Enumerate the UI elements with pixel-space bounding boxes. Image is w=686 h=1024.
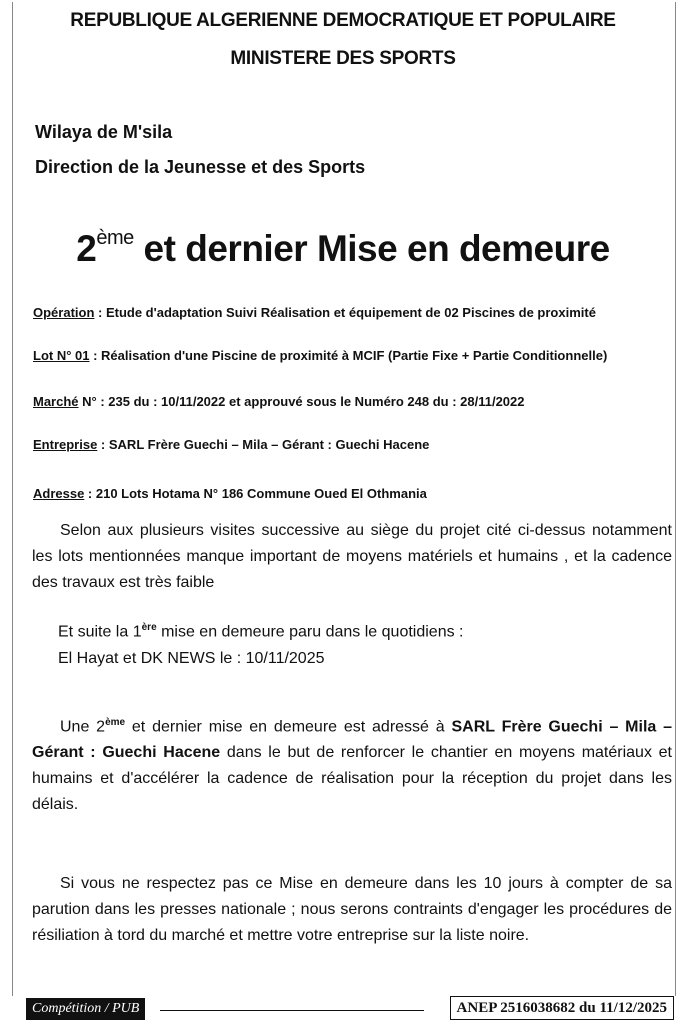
field-lot-value: : Réalisation d'une Piscine de proximité à MCIF (Partie Fixe + Partie Conditionnelle) (89, 348, 608, 363)
field-operation-label: Opération (33, 305, 95, 320)
title-ordinal-suffix: ème (96, 226, 134, 249)
body-paragraph-1-text: Selon aux plusieurs visites successive au siège du projet cité ci-dessus notamment les lots mentionnées manque important de moyens matériels et humains , et la cadence des travaux est très faible (32, 522, 672, 591)
p2-text-b: et dernier mise en demeure est adressé à (125, 718, 452, 736)
header-ministry: MINISTERE DES SPORTS (230, 48, 456, 69)
field-marche (33, 394, 525, 409)
footer-rule (160, 1010, 424, 1011)
field-adresse-value: : 210 Lots Hotama N° 186 Commune Oued El Othmania (84, 486, 427, 501)
footer-reference: ANEP 2516038682 du 11/12/2025 (450, 996, 674, 1020)
field-operation-value: : Etude d'adaptation Suivi Réalisation et équipement de 02 Piscines de proximité (94, 305, 596, 320)
field-marche-label: Marché (33, 394, 79, 409)
p3-text: Si vous ne respectez pas ce Mise en demeure dans les 10 jours à compter de sa parution dans les presses nationale ; nous serons contraints d'engager les procédures de résiliation à tord du marché et mettre votre entreprise sur la liste noire. (32, 875, 672, 944)
title-text: et dernier Mise en demeure (133, 228, 610, 269)
title-ordinal: 2 (76, 228, 97, 269)
field-adresse (33, 486, 427, 501)
field-entreprise-label: Entreprise (33, 437, 98, 452)
first-notice-text-a: Et suite la 1 (58, 623, 142, 641)
p2-sup: ème (105, 717, 126, 728)
body-line-first-notice (58, 622, 463, 641)
body-line-newspapers: El Hayat et DK NEWS le : 10/11/2025 (58, 650, 325, 667)
first-notice-text-b: mise en demeure paru dans le quotidiens : (156, 623, 464, 641)
field-entreprise-value: : SARL Frère Guechi – Mila – Gérant : Guechi Hacene (97, 437, 430, 452)
header-republic: REPUBLIQUE ALGERIENNE DEMOCRATIQUE ET POPULAIRE (70, 10, 616, 31)
body-paragraph-1 (32, 518, 672, 596)
first-notice-sup: ère (141, 622, 157, 633)
issuer-wilaya: Wilaya de M'sila (35, 122, 173, 142)
body-paragraph-2 (32, 710, 672, 818)
body-paragraph-3 (32, 871, 672, 949)
field-entreprise (33, 437, 429, 452)
field-operation (33, 305, 596, 320)
field-marche-value: N° : 235 du : 10/11/2022 et approuvé sous le Numéro 248 du : 28/11/2022 (78, 394, 525, 409)
field-lot-label: Lot N° 01 (33, 348, 90, 363)
p2-company-bold: SARL Frère Guechi – Mila – Gérant : Guechi Hacene (32, 718, 673, 762)
issuer-direction: Direction de la Jeunesse et des Sports (35, 157, 366, 177)
p2-text-c: dans le but de renforcer le chantier en moyens matériaux et humains et d'accélérer la cadence de réalisation pour la réception du projet dans les délais. (32, 744, 672, 814)
notice-title (0, 228, 686, 270)
p2-text-a: Une 2 (60, 718, 106, 736)
field-adresse-label: Adresse (33, 486, 85, 501)
footer-category: Compétition / PUB (26, 998, 145, 1020)
field-lot (33, 348, 607, 363)
